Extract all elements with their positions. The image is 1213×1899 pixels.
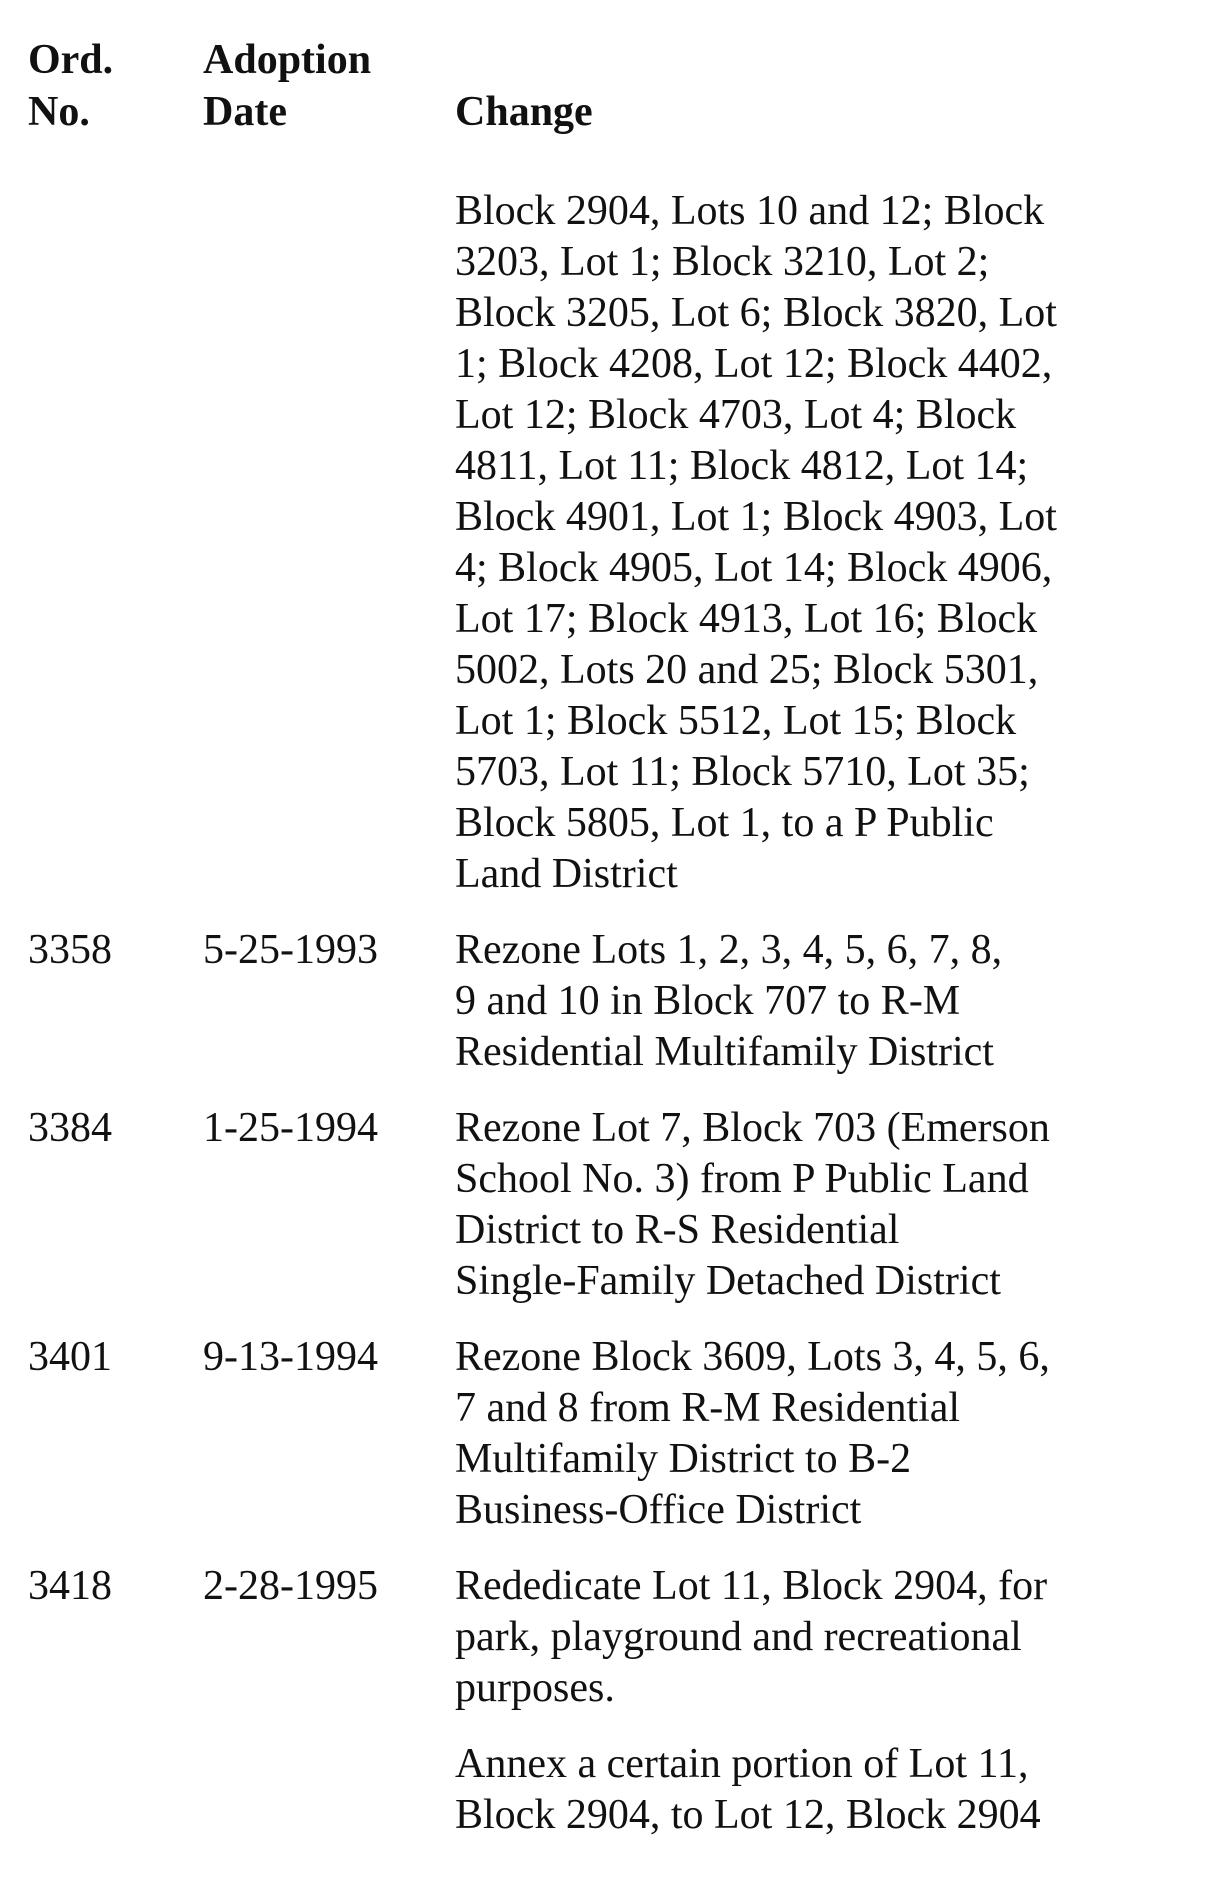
header-ord-line1: Ord. xyxy=(28,37,114,83)
change-line: 3203, Lot 1; Block 3210, Lot 2; xyxy=(455,239,990,285)
ord-number: 3384 xyxy=(28,1105,112,1151)
change-line: Block 4901, Lot 1; Block 4903, Lot xyxy=(455,494,1057,540)
change-description xyxy=(455,925,1155,1078)
change-line: Lot 1; Block 5512, Lot 15; Block xyxy=(455,698,1017,744)
change-line: 9 and 10 in Block 707 to R-M xyxy=(455,978,961,1024)
change-description xyxy=(455,1332,1155,1536)
change-line: 7 and 8 from R-M Residential xyxy=(455,1385,961,1431)
ord-number: 3418 xyxy=(28,1563,112,1609)
table-body xyxy=(28,186,1158,1866)
header-change: Change xyxy=(455,89,593,135)
adoption-date: 1-25-1994 xyxy=(203,1105,378,1151)
change-line: Block 2904, Lots 10 and 12; Block xyxy=(455,188,1045,234)
change-line: Block 5805, Lot 1, to a P Public xyxy=(455,800,994,846)
change-line: Lot 12; Block 4703, Lot 4; Block xyxy=(455,392,1017,438)
change-line: Rezone Lot 7, Block 703 (Emerson xyxy=(455,1105,1050,1151)
change-line: 5002, Lots 20 and 25; Block 5301, xyxy=(455,647,1039,693)
change-line: Business-Office District xyxy=(455,1487,862,1533)
adoption-date: 5-25-1993 xyxy=(203,927,378,973)
table-row xyxy=(28,1332,1158,1536)
change-line: Single-Family Detached District xyxy=(455,1258,1001,1304)
change-line: Land District xyxy=(455,851,678,897)
adoption-date: 2-28-1995 xyxy=(203,1563,378,1609)
header-date-line2: Date xyxy=(203,89,287,135)
change-line: Lot 17; Block 4913, Lot 16; Block xyxy=(455,596,1038,642)
table-row xyxy=(28,925,1158,1078)
change-line: Annex a certain portion of Lot 11, xyxy=(455,1741,1029,1787)
change-line: 4; Block 4905, Lot 14; Block 4906, xyxy=(455,545,1053,591)
change-line: Rezone Lots 1, 2, 3, 4, 5, 6, 7, 8, xyxy=(455,927,1003,973)
ord-number: 3358 xyxy=(28,927,112,973)
change-description xyxy=(455,1561,1155,1714)
adoption-date: 9-13-1994 xyxy=(203,1334,378,1380)
table-row xyxy=(28,1103,1158,1307)
change-line: 1; Block 4208, Lot 12; Block 4402, xyxy=(455,341,1053,387)
change-line: School No. 3) from P Public Land xyxy=(455,1156,1029,1202)
change-line: 5703, Lot 11; Block 5710, Lot 35; xyxy=(455,749,1030,795)
change-line: Residential Multifamily District xyxy=(455,1029,994,1075)
ord-number: 3401 xyxy=(28,1334,112,1380)
change-line: 4811, Lot 11; Block 4812, Lot 14; xyxy=(455,443,1029,489)
header-adoption-date xyxy=(203,34,371,138)
table-row xyxy=(28,186,1158,900)
change-line: Block 2904, to Lot 12, Block 2904 xyxy=(455,1792,1041,1838)
header-ord-no xyxy=(28,34,113,138)
change-description xyxy=(455,1739,1155,1841)
change-line: Multifamily District to B-2 xyxy=(455,1436,912,1482)
table-row xyxy=(28,1561,1158,1714)
change-line: Block 3205, Lot 6; Block 3820, Lot xyxy=(455,290,1057,336)
ordinance-table xyxy=(28,34,1158,1838)
header-ord-line2: No. xyxy=(28,89,90,135)
change-description xyxy=(455,186,1155,900)
change-line: park, playground and recreational xyxy=(455,1614,1022,1660)
change-line: Rededicate Lot 11, Block 2904, for xyxy=(455,1563,1048,1609)
change-line: District to R-S Residential xyxy=(455,1207,900,1253)
header-date-line1: Adoption xyxy=(203,37,372,83)
table-header xyxy=(28,34,1158,160)
change-line: Rezone Block 3609, Lots 3, 4, 5, 6, xyxy=(455,1334,1050,1380)
change-description xyxy=(455,1103,1155,1307)
table-row xyxy=(28,1739,1158,1841)
change-line: purposes. xyxy=(455,1665,615,1711)
